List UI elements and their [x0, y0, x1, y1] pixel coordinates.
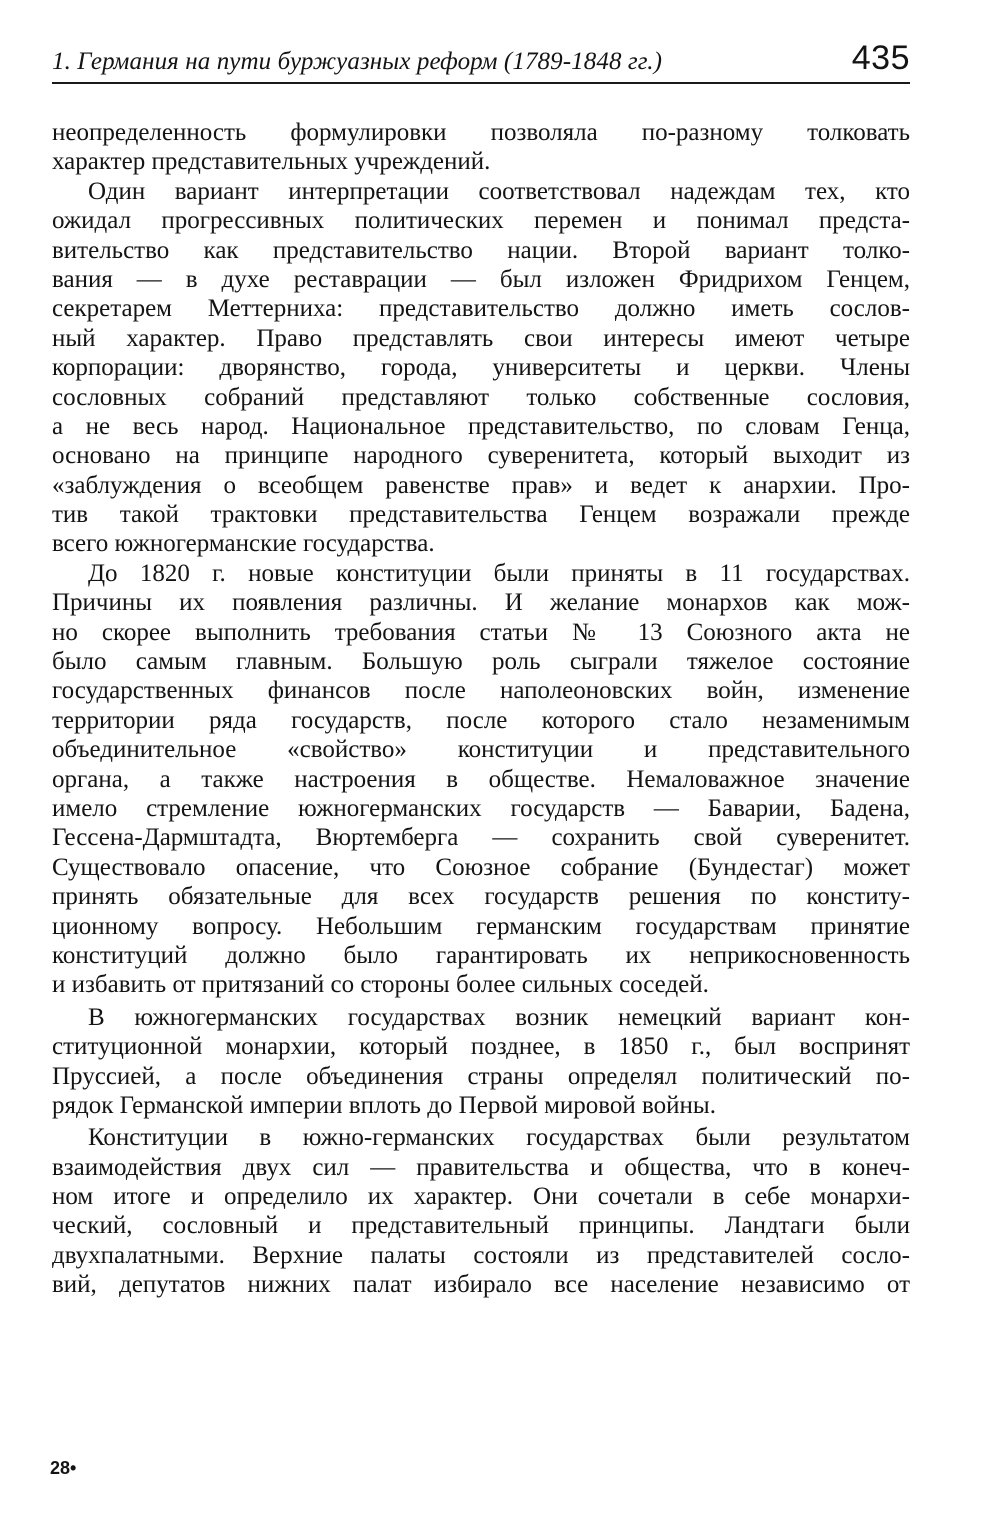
text-line: Один вариант интерпретации соответствовал надеждам тех, кто [88, 177, 910, 205]
text-line: и избавить от притязаний со стороны более сильных соседей. [52, 971, 709, 999]
text-line: вий, депутатов нижних палат избирало все население независимо от [52, 1271, 910, 1299]
running-title: 1. Германия на пути буржуазных реформ (1789-1848 гг.) [52, 48, 663, 75]
text-line: двухпалатными. Верхние палаты состояли из представителей сосло- [52, 1241, 910, 1269]
text-line: Пруссией, а после объединения страны определял политический по- [52, 1062, 910, 1090]
paragraph [52, 559, 910, 1000]
text-line: государственных финансов после наполеоновских войн, изменение [52, 677, 910, 705]
text-line: сословных собраний представляют только собственные сословия, [52, 383, 910, 411]
text-line: В южногерманских государствах возник немецкий вариант кон- [88, 1003, 910, 1031]
text-line: основано на принципе народного суверенитета, который выходит из [52, 442, 910, 470]
text-line: ституционной монархии, который позднее, в 1850 г., был воспринят [52, 1033, 910, 1061]
text-line: ожидал прогрессивных политических перемен и понимал предста- [52, 207, 910, 235]
signature-mark: 28• [50, 1458, 77, 1478]
text-line: территории ряда государств, после которого стало незаменимым [52, 706, 910, 734]
text-line: До 1820 г. новые конституции были приняты в 11 государствах. [88, 559, 910, 587]
text-line: органа, а также настроения в обществе. Немаловажное значение [52, 765, 910, 793]
text-line: вания — в духе реставрации — был изложен Фридрихом Генцем, [52, 265, 910, 293]
text-line: Гессена-Дармштадта, Вюртемберга — сохранить свой суверенитет. [52, 824, 910, 852]
text-line: но скорее выполнить требования статьи № 13 Союзного акта не [52, 618, 910, 646]
text-line: было самым главным. Большую роль сыграли тяжелое состояние [52, 648, 910, 676]
text-line: а не весь народ. Национальное представительство, по словам Генца, [52, 412, 910, 440]
paragraph [52, 177, 910, 559]
text-line: принять обязательные для всех государств решения по конститу- [52, 883, 910, 911]
text-line: секретарем Меттерниха: представительство должно иметь сослов- [52, 295, 910, 323]
body-text [52, 118, 910, 1300]
text-line: имело стремление южногерманских государств — Баварии, Бадена, [52, 794, 910, 822]
text-line: ном итоге и определило их характер. Они сочетали в себе монархи- [52, 1183, 910, 1211]
text-line: тив такой трактовки представительства Генцем возражали прежде [52, 501, 910, 529]
text-line: ционному вопросу. Небольшим германским государствам принятие [52, 912, 910, 940]
paragraph [52, 1003, 910, 1121]
text-line: ный характер. Право представлять свои интересы имеют четыре [52, 324, 910, 352]
page-number: 435 [851, 39, 910, 77]
paragraph [52, 118, 910, 177]
text-line: Конституции в южно-германских государствах были результатом [88, 1124, 910, 1152]
text-line: неопределенность формулировки позволяла по-разному толковать [52, 119, 910, 146]
text-line: корпорации: дворянство, города, университеты и церкви. Члены [52, 354, 910, 382]
running-head [52, 38, 910, 84]
text-line: рядок Германской империи вплоть до Первой мировой войны. [52, 1091, 716, 1119]
text-line: «заблуждения о всеобщем равенстве прав» и ведет к анархии. Про- [52, 471, 910, 499]
text-line: характер представительных учреждений. [52, 148, 491, 176]
paragraph [52, 1123, 910, 1299]
text-line: Причины их появления различны. И желание монархов как мож- [52, 589, 910, 617]
text-line: всего южногерманские государства. [52, 530, 435, 558]
text-line: ческий, сословный и представительный принципы. Ландтаги были [52, 1212, 910, 1240]
text-line: взаимодействия двух сил — правительства и общества, что в конеч- [52, 1153, 910, 1181]
text-line: конституций должно было гарантировать их неприкосновенность [52, 941, 910, 969]
text-line: Существовало опасение, что Союзное собрание (Бундестаг) может [52, 853, 910, 881]
text-line: объединительное «свойство» конституции и представительного [52, 736, 910, 764]
text-line: вительство как представительство нации. Второй вариант толко- [52, 236, 910, 264]
